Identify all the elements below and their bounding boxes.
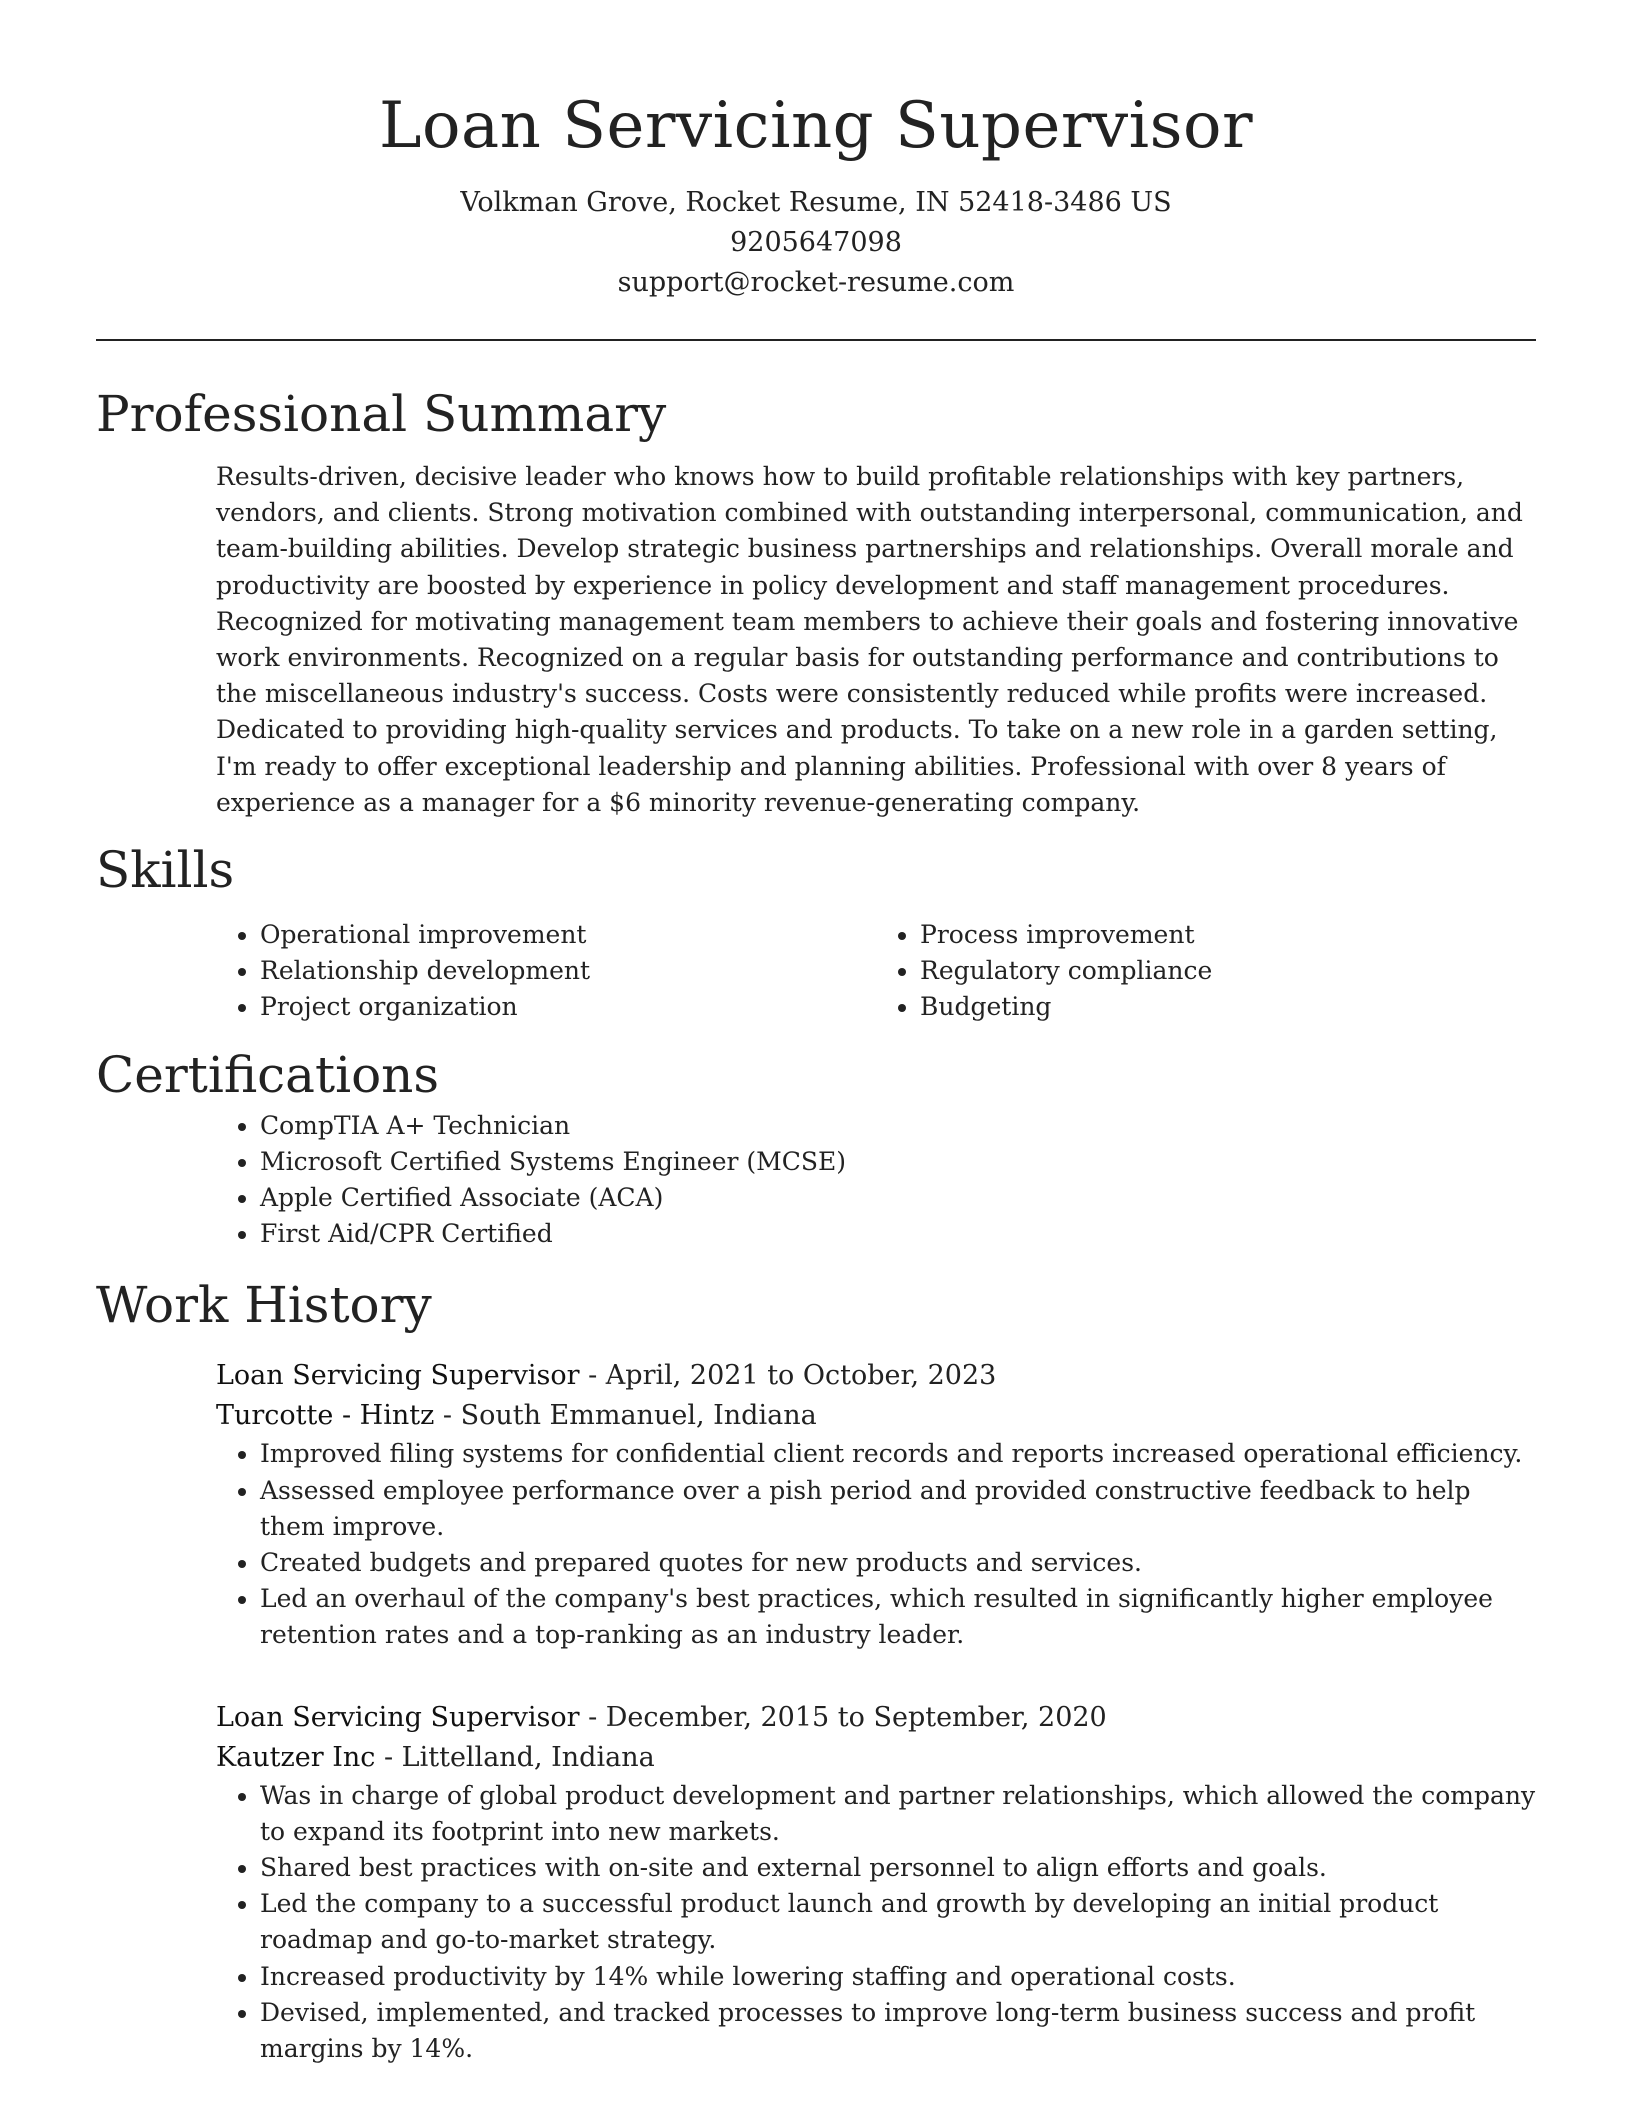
candidate-name: Loan Servicing Supervisor (378, 89, 1254, 163)
job-bullet: • Led an overhaul of the company's best practices, which resulted in significantly higher employee retention rates and a top-ranking as an industry leader. (260, 1581, 1536, 1653)
job-company: Kautzer Inc (216, 1741, 376, 1773)
job-dates: - April, 2021 to October, 2023 (579, 1360, 997, 1392)
job-dates: - December, 2015 to September, 2020 (579, 1701, 1107, 1733)
skill-item: • Project organization (260, 989, 876, 1025)
skill-item: • Relationship development (260, 953, 876, 989)
summary-heading: Professional Summary (96, 385, 667, 443)
skill-item: • Process improvement (920, 917, 1536, 953)
skill-item: • Budgeting (920, 989, 1536, 1025)
job-company-line (216, 1396, 1536, 1436)
contact-address: Volkman Grove, Rocket Resume, IN 52418-3486 US (460, 187, 1172, 218)
skill-item: • Regulatory compliance (920, 953, 1536, 989)
skills-section (96, 837, 1536, 1026)
certifications-list (216, 1108, 1536, 1253)
job-company-line (216, 1738, 1536, 1778)
certification-item: • First Aid/CPR Certified (260, 1216, 1536, 1252)
job-bullet: • Shared best practices with on-site and external personnel to align efforts and goals. (260, 1850, 1536, 1886)
skills-heading: Skills (96, 841, 235, 900)
certification-item: • Apple Certified Associate (ACA) (260, 1180, 1536, 1216)
job-company: Turcotte - Hintz (216, 1400, 435, 1432)
job-location: - South Emmanuel, Indiana (434, 1400, 817, 1432)
job-bullet: • Improved filing systems for confidential client records and reports increased operational efficiency. (260, 1436, 1536, 1472)
job-title: Loan Servicing Supervisor (216, 1360, 580, 1392)
skills-grid (216, 917, 1536, 1026)
job-bullet: • Devised, implemented, and tracked processes to improve long-term business success and profit margins by 14%. (260, 1995, 1536, 2067)
contact-phone: 9205647098 (730, 227, 902, 258)
contact-info (96, 183, 1536, 303)
summary-section (96, 381, 1536, 821)
work-history-section (96, 1272, 1536, 2067)
work-history-heading: Work History (96, 1276, 432, 1335)
job-bullets (216, 1436, 1536, 1653)
job-title-line (216, 1698, 1536, 1738)
job-bullets (216, 1778, 1536, 2068)
job-entry (96, 1356, 1536, 1653)
job-title-line (216, 1356, 1536, 1396)
job-entry (96, 1698, 1536, 2068)
certification-item: • Microsoft Certified Systems Engineer (MCSE) (260, 1144, 1536, 1180)
contact-email: support@rocket-resume.com (617, 267, 1015, 298)
skill-item: • Operational improvement (260, 917, 876, 953)
summary-text: Results-driven, decisive leader who knows how to build profitable relationships with key partners, vendors, and clients. Strong motivation combined with outstanding interpersonal, communication, and team-building abilities. Develop strategic business partnerships and relationships. Overall morale and productivity are boosted by experience in policy development and staff management procedures. Recognized for motivating management team members to achieve their goals and fostering innovative work environments. Recognized on a regular basis for outstanding performance and contributions to the miscellaneous industry's success. Costs were consistently reduced while profits were increased. Dedicated to providing high-quality services and products. To take on a new role in a garden setting, I'm ready to offer exceptional leadership and planning abilities. Professional with over 8 years of experience as a manager for a $6 minority revenue-generating company. (216, 462, 1523, 817)
job-bullet: • Led the company to a successful product launch and growth by developing an initial product roadmap and go-to-market strategy. (260, 1886, 1536, 1958)
job-title: Loan Servicing Supervisor (216, 1701, 580, 1733)
certifications-heading: Certifications (96, 1045, 440, 1104)
job-location: - Littelland, Indiana (375, 1741, 655, 1773)
job-bullet: • Created budgets and prepared quotes for new products and services. (260, 1545, 1536, 1581)
skills-list-right (876, 917, 1536, 1026)
certifications-section (96, 1042, 1536, 1253)
job-bullet: • Increased productivity by 14% while lowering staffing and operational costs. (260, 1959, 1536, 1995)
certification-item: • CompTIA A+ Technician (260, 1108, 1536, 1144)
job-bullet: • Was in charge of global product development and partner relationships, which allowed the company to expand its footprint into new markets. (260, 1778, 1536, 1850)
job-bullet: • Assessed employee performance over a pish period and provided constructive feedback to help them improve. (260, 1473, 1536, 1545)
skills-list-left (216, 917, 876, 1026)
header-divider (96, 339, 1536, 341)
